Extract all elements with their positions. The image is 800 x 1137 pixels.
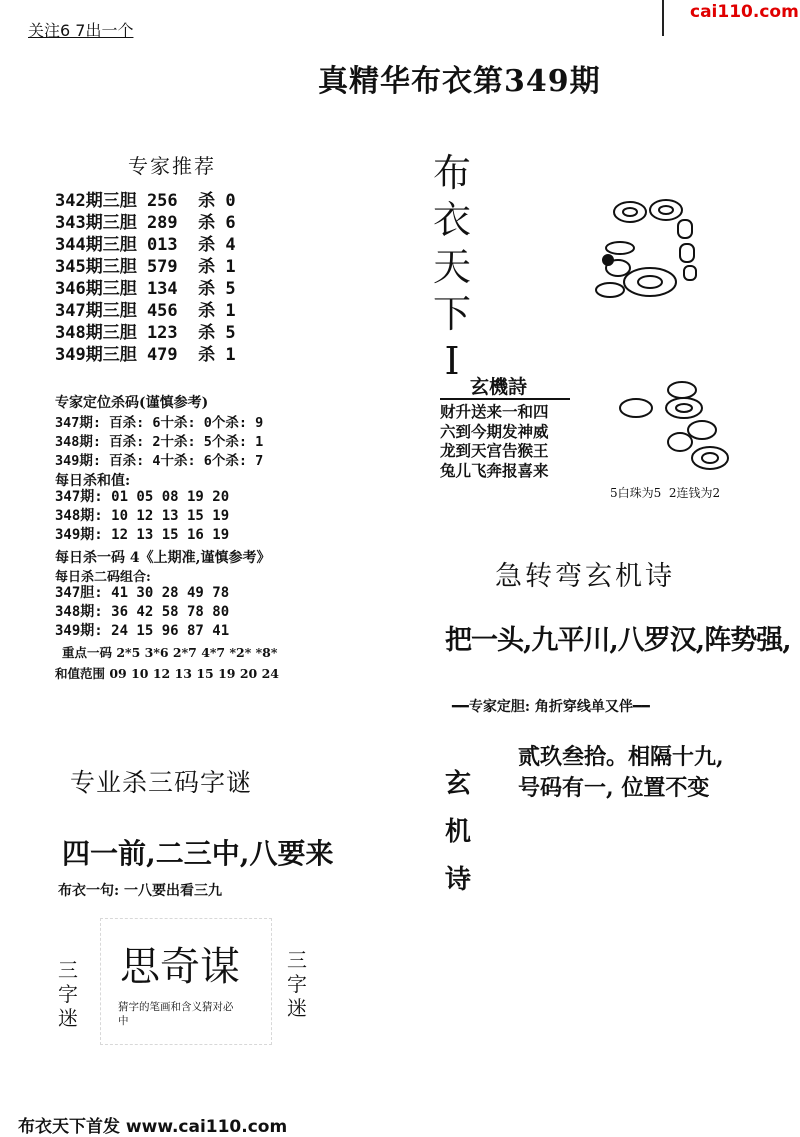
xuanji-line: 兔儿飞奔报喜来	[440, 460, 549, 480]
xuanji-lines	[440, 402, 549, 480]
xuanji-line: 六到今期发神威	[440, 421, 549, 441]
riddle2-line: 号码有一, 位置不变	[518, 775, 710, 801]
hezhi-range: 和值范围 09 10 12 13 15 19 20 24	[55, 666, 279, 681]
hezhi-row: 349期: 12 13 15 16 19	[55, 527, 230, 543]
xuanji-line: 龙到天宫告猴王	[440, 441, 549, 460]
xuanji-shi-label: 玄机诗	[445, 769, 472, 895]
riddle-line: 四一前,二三中,八要来	[62, 837, 334, 870]
expert-row: 347期三胆 456 杀 1	[55, 301, 236, 321]
sanzimi-hint: 猜字的笔画和含义猜对必中	[118, 1001, 234, 1027]
expert-row: 344期三胆 013 杀 4	[55, 235, 236, 255]
expert-row: 349期三胆 479 杀 1	[55, 345, 236, 365]
combo-row: 349期: 24 15 96 87 41	[55, 623, 230, 639]
xuanji-line: 财升送来一和四	[440, 402, 549, 421]
expert-row: 342期三胆 256 杀 0	[55, 191, 236, 211]
hezhi-title: 每日杀和值:	[55, 473, 131, 489]
coins-picture-1	[580, 190, 710, 310]
coins-picture-2	[612, 378, 740, 478]
expert-row: 348期三胆 123 杀 5	[55, 323, 236, 343]
expert-row: 345期三胆 579 杀 1	[55, 257, 236, 277]
coins-icon	[596, 200, 696, 297]
buyi-yiju: 布衣一句: 一八要出看三九	[58, 883, 223, 899]
coins-icon	[620, 382, 728, 469]
xuanji-rule	[440, 398, 570, 400]
expert-rows	[55, 190, 236, 366]
buyi-tianxia: 布衣天下I	[432, 151, 471, 383]
expert-row: 346期三胆 134 杀 5	[55, 279, 236, 299]
sanzimi-right-label: 三字迷	[287, 948, 307, 1020]
riddle2-line: 贰玖叁拾。相隔十九,	[518, 744, 724, 770]
combo-row: 347胆: 41 30 28 49 78	[55, 585, 230, 601]
page-title: 真精华布衣第349期	[318, 64, 601, 99]
brand-link[interactable]: cai110.com	[690, 2, 799, 22]
dingwei-row: 348期: 百杀: 2十杀: 5个杀: 1	[55, 434, 264, 450]
jizhuanwan-title: 急转弯玄机诗	[495, 561, 675, 592]
dingwei-rows	[55, 414, 263, 471]
zhongdian-yima: 重点一码 2*5 3*6 2*7 4*7 *2* *8*	[62, 645, 278, 660]
zhuanjia-dingdan: ━━专家定胆: 角折穿线单又伴━━	[452, 699, 650, 715]
divider	[662, 0, 664, 36]
riddle2	[518, 742, 724, 804]
hezhi-row: 347期: 01 05 08 19 20	[55, 489, 230, 505]
sanzimi-left-label: 三字迷	[58, 958, 78, 1030]
dingwei-row: 347期: 百杀: 6十杀: 0个杀: 9	[55, 415, 264, 431]
sha-yi-ma: 每日杀一码 4《上期准,谨慎参考》	[55, 550, 271, 566]
hezhi-row: 348期: 10 12 13 15 19	[55, 508, 230, 524]
expert-row: 343期三胆 289 杀 6	[55, 213, 236, 233]
combo-title: 每日杀二码组合:	[55, 570, 151, 585]
sanzimi-main: 思奇谋	[120, 944, 240, 990]
combo-row: 348期: 36 42 58 78 80	[55, 604, 230, 620]
hezhi-rows	[55, 488, 229, 545]
footer: 布衣天下首发 www.cai110.com	[18, 1117, 288, 1137]
jizhuanwan-line: 把一头,九平川,八罗汉,阵势强,	[445, 625, 791, 656]
dingwei-title: 专家定位杀码(谨慎参考)	[55, 395, 209, 411]
follow-note: 关注6 7出一个	[28, 21, 134, 40]
combo-rows	[55, 584, 229, 641]
xuanji-title: 玄機詩	[470, 376, 528, 398]
dingwei-row: 349期: 百杀: 4十杀: 6个杀: 7	[55, 453, 264, 469]
expert-heading: 专家推荐	[128, 154, 216, 178]
zhuanye-title: 专业杀三码字谜	[70, 768, 253, 797]
pic-caption: 5白珠为5 2连钱为2	[610, 486, 721, 500]
